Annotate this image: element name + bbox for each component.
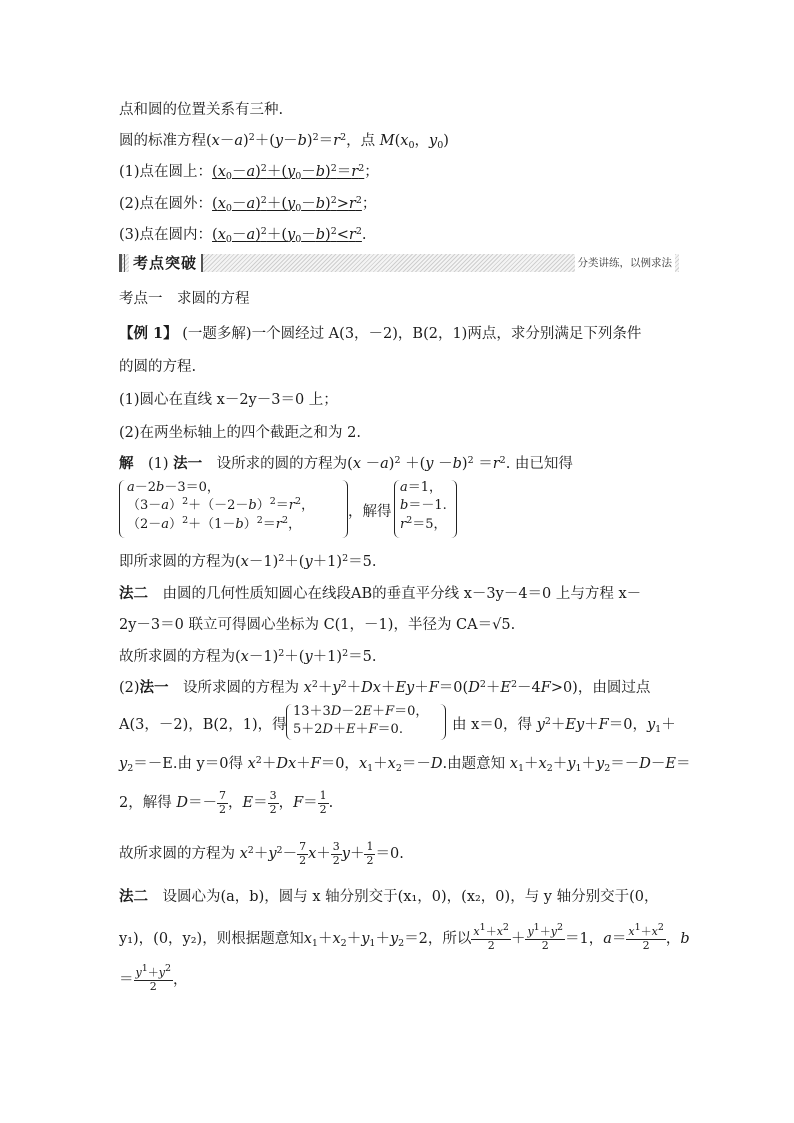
method2b-line-1: 法二 设圆心为(a，b)，圆与 x 轴分别交于(x₁，0)，(x₂，0)，与 y 轴分别交于(0， <box>119 888 659 905</box>
example-line-2: 的圆的方程. <box>119 359 197 375</box>
example-condition-2: (2)在两坐标轴上的四个截距之和为 2. <box>119 425 361 441</box>
method2b-line-3: ＝ $\frac{y^1+y^2}{2}$ ， <box>119 963 188 993</box>
solution-line-1: 解 (1) 法一 设所求的圆的方程为$(x -a)^2 +(y -b)^2 =r^2$. 由已知得 <box>119 455 573 472</box>
method2-line-1: 法二 由圆的几何性质知圆心在线段AB的垂直平分线 x－3y－4＝0 上与方程 x－ <box>119 585 642 602</box>
part2-line-3: $y_2=-E$.由 y＝0得 $x^2+Dx+F=0$，$x_1+x_2=-D$.由题意知 $x_1+x_2+y_1+y_2=-D-E=$ <box>119 755 691 774</box>
result-line-1: 即所求圆的方程为$(x-1)^2+(y+1)^2=5$. <box>119 553 377 570</box>
part2-line-4: 2，解得 D＝－ $\frac{7}{2}$ ，E＝ $\frac{3}{2}$ ，F＝ $\frac{1}{2}$ . <box>119 789 334 816</box>
intro-line-2: 圆的标准方程$(x-a)^2+(y-b)^2=r^2$，点 $M(x_0$，$y_0$) <box>119 132 449 151</box>
section-title: 考点一 求圆的方程 <box>119 291 250 307</box>
example-condition-1: (1)圆心在直线 x－2y－3＝0 上； <box>119 392 338 408</box>
part2-line-2-tail: 由 x＝0，得 $y^2+Ey+F=0$，$y_1+$ <box>452 716 676 735</box>
result-line-3: 故所求圆的方程为 $x^2+y^2-$ $\frac{7}{2}$ x＋ $\frac{3}{2}$ y＋ $\frac{1}{2}$ ＝0. <box>119 840 404 867</box>
part2-points: A(3，－2)，B(2，1)，得 <box>119 717 287 733</box>
method2-line-2: 2y－3＝0 联立可得圆心坐标为 C(1，－1)，半径为 CA＝√5. <box>119 617 516 633</box>
intro-line-1: 点和圆的位置关系有三种. <box>119 102 284 118</box>
equation-system-2: 13＋3D－2E＋F＝0， 5＋2D＋E＋F＝0. <box>286 704 446 740</box>
part2-line-1: (2)法一 设所求圆的方程为 $x^2+y^2+Dx+Ey+F=0(D^2+E^2-4F>0)$，由圆过点 <box>119 679 651 696</box>
banner-subtitle: 分类讲练，以例求法 <box>575 254 676 272</box>
banner-title: 考点突破 <box>129 254 201 272</box>
case-outside-circle: (2)点在圆外：$(x_0-a)^2+(y_0-b)^2>r^2$； <box>119 195 377 214</box>
section-banner <box>119 254 679 272</box>
solve-label: ，解得 <box>348 504 392 520</box>
method2b-line-2: y₁)，(0，y₂)，则根据题意知$x_1+x_2+y_1+y_2=2$，所以 $\frac{x^1+x^2}{2}$ ＋ $\frac{y^1+y^2}{2}$ ＝1，a＝ $\frac{x^1+x^2}{2}$ ，b <box>119 922 690 952</box>
case-on-circle: (1)点在圆上：$(x_0-a)^2+(y_0-b)^2=r^2$； <box>119 163 379 182</box>
example-line-1: 【例 1】 (一题多解)一个圆经过 A(3，－2)，B(2，1)两点，求分别满足下列条件 <box>119 325 642 342</box>
case-inside-circle: (3)点在圆内：$(x_0-a)^2+(y_0-b)^2<r^2$. <box>119 226 367 245</box>
result-line-2: 故所求圆的方程为$(x-1)^2+(y+1)^2=5$. <box>119 648 377 665</box>
equation-solution-1: a＝1， b＝－1. $r^2=5$， <box>394 480 458 538</box>
equation-system-1: a－2b－3＝0， $(3-a)^2+(-2-b)^2=r^2$， $(2-a)^2+(1-b)^2=r^2$， <box>119 480 349 538</box>
